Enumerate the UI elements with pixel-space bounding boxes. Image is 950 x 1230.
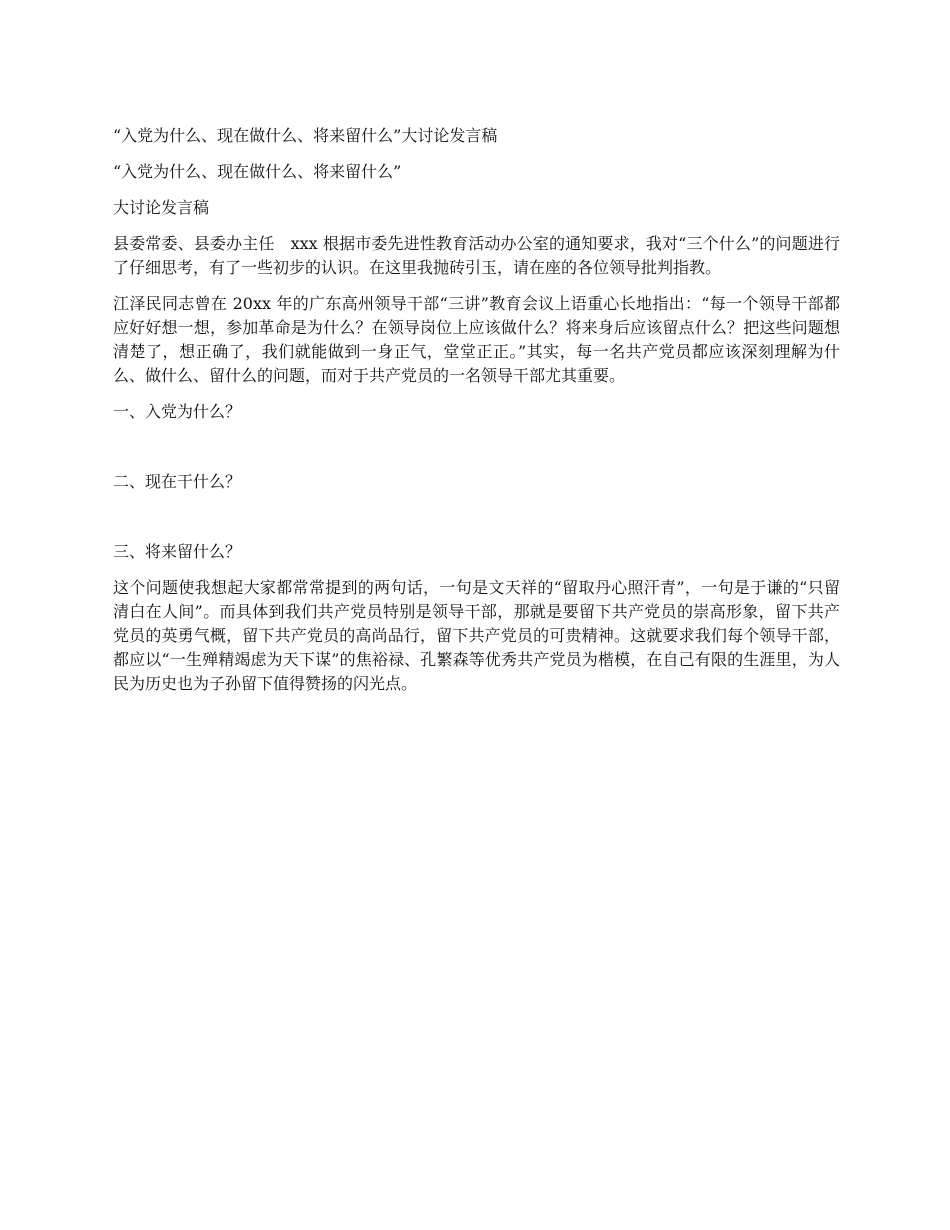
intro-paragraph: 县委常委、县委办主任 xxx 根据市委先进性教育活动办公室的通知要求，我对“三个什么”的问题进行了仔细思考，有了一些初步的认识。在这里我抛砖引玉，请在座的各位领导批判指教。 bbox=[113, 234, 840, 277]
document-subtitle-line1: “入党为什么、现在做什么、将来留什么” bbox=[113, 162, 402, 181]
closing-paragraph: 这个问题使我想起大家都常常提到的两句话，一句是文天祥的“留取丹心照汗青”，一句是于谦的“只留清白在人间”。而具体到我们共产党员特别是领导干部，那就是要留下共产党员的崇高形象，留下共产党员的英勇气概，留下共产党员的高尚品行，留下共产党员的可贵精神。这就要求我们每个领导干部，都应以“一生殚精竭虑为天下谋”的焦裕禄、孔繁森等优秀共产党员为楷模，在自己有限的生涯里，为人民为历史也为子孙留下值得赞扬的闪光点。 bbox=[113, 578, 840, 693]
quote-paragraph: 江泽民同志曾在 20xx 年的广东高州领导干部“三讲”教育会议上语重心长地指出：“每一个领导干部都应好好想一想，参加革命是为什么？在领导岗位上应该做什么？将来身后应该留点什么？把这些问题想清楚了，想正确了，我们就能做到一身正气，堂堂正正。”其实，每一名共产党员都应该深刻理解为什么、做什么、留什么的问题，而对于共产党员的一名领导干部尤其重要。 bbox=[113, 294, 840, 385]
section-heading-1: 一、入党为什么？ bbox=[113, 402, 242, 421]
document-title: “入党为什么、现在做什么、将来留什么”大讨论发言稿 bbox=[113, 126, 498, 145]
section-heading-2: 二、现在干什么？ bbox=[113, 472, 242, 491]
section-heading-3: 三、将来留什么？ bbox=[113, 542, 242, 561]
document-page bbox=[113, 124, 840, 708]
document-subtitle-line2: 大讨论发言稿 bbox=[113, 198, 210, 217]
